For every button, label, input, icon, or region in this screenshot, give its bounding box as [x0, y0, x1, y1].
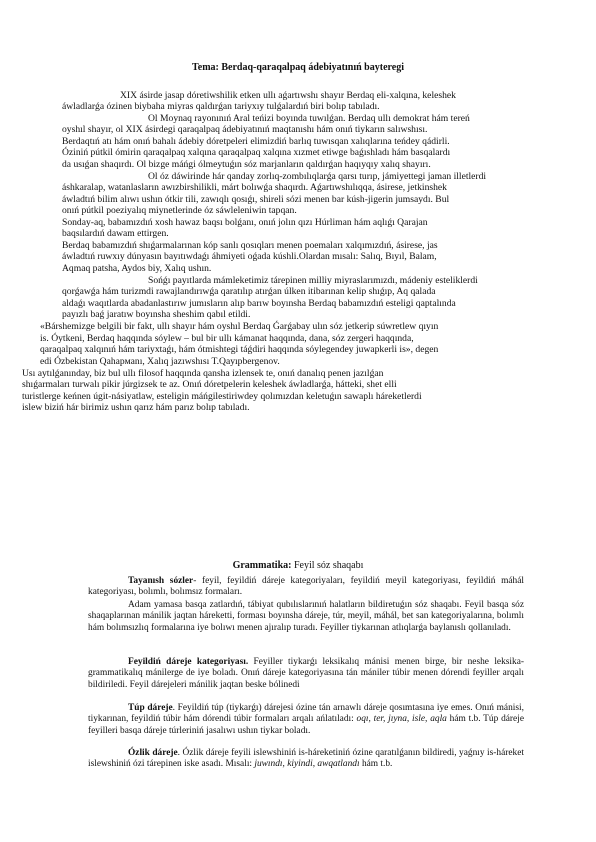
text-line: onıń pútkil poeziyalıq miynetlerinde óz sáwleleniwin tapqan. — [62, 205, 297, 216]
paragraph-key-words — [88, 576, 524, 599]
paragraph-text: hám t.b. Túp dáreje feyilleri basqa dáreje túrleriniń jasalıwı ushın tiykar boladı. — [88, 714, 524, 736]
text-line: is. Óytkeni, Berdaq haqqında sóylew – bul bir ullı kámanat haqqında, dana, sóz zergeri haqqında, — [40, 333, 414, 344]
text-line: Berdaqtıń atı hám onıń bahalı ádebiy dóretpeleri elimizdiń barlıq tuwısqan xalıqlarına teńdey qádirli. — [62, 136, 450, 147]
paragraph-text: . Ózlik dáreje feyili islewshiniń is-háreketiniń ózine qaratılǵanın bildiredi, yaǵnıy is-háreket islewshiniń ózi tárepinen iske asadı. Mısalı: — [88, 748, 524, 770]
text-line: payızlı baǵ jaratıw boyınsha sheshim qabıl etildi. — [62, 309, 251, 320]
text-line: áwladtıń ruwxıy dúnyasın bayıtıwdaǵı áhmiyeti oǵada kúshli.Olardan mısalı: Salıq, Bıyıl, Balam, — [62, 251, 437, 262]
text-line: da usıǵan shaqırdı. Ol bizge máńgi ólmeytuǵın sóz marjanların qaldırǵan haqıyqıy xalıq shayırı. — [62, 159, 431, 170]
text-line: islew biziń hár birimiz ushın qarız hám parız bolıp tabıladı. — [22, 402, 250, 413]
text-line: áwladlarǵa ózinen biybaha miyras qaldırǵan tariyxıy tulǵalardıń biri bolıp tabıladı. — [62, 101, 380, 112]
examples: juwındı, kiyindi, awqatlandı — [254, 759, 360, 770]
term-base-degree: Túp dáreje — [128, 703, 173, 713]
examples: oqı, ter, jıyna, isle, aqla — [356, 714, 447, 725]
text-line: Usı aytılǵanınday, biz bul ullı filosof haqqında qansha izlensek te, onıń danalıq penen jazılǵan — [22, 368, 384, 379]
text-line: XIX ásirde jasap dóretiwshilik etken ullı aǵartıwshı shayır Berdaq eli-xalqına, keleshek — [120, 90, 456, 101]
grammar-title — [0, 560, 596, 571]
paragraph-base-degree — [88, 703, 524, 737]
text-line: áshkaralap, watanlasların awızbirshilikli, márt bolıwǵa shaqırdı. Aǵartıwshılıqqa, ásirese, jetkinshek — [62, 182, 447, 193]
text-line: turistlerge keńnen úgit-násiyatlaw, esteligin máńgilestiriwdey qolımızdan keletuǵın sawaplı háreketlerdi — [22, 391, 422, 402]
paragraph-degree-category — [88, 657, 524, 691]
paragraph-text: hám t.b. — [359, 759, 393, 770]
text-line: oyshıl shayır, ol XIX ásirdegi qaraqalpaq ádebiyatınıń maqtanıshı hám onıń tiykarın salıwshısı. — [62, 124, 428, 135]
term-degree-category: Feyildiń dáreje kategoriyası. — [128, 657, 249, 667]
text-line: qaraqalpaq xalqınıń hám tariyxtaǵı, hám ótmishtegi táǵdiri haqqında sóylegendey juwapkerli is», degen — [40, 344, 439, 355]
text-line: qorǵawǵa hám turizmdi rawajlandırıwǵa qaratılıp atırǵan úlken itibarınan kelip shıǵıp, Aq qalada — [62, 286, 436, 297]
text-line: Óziniń pútkil ómirin qaraqalpaq xalqına qaraqalpaq xalqına xızmet etiwge baǵıshladı hám basqalardı — [62, 147, 451, 158]
paragraph-text: Feyiller tiykarǵı leksikalıq mánisi menen birge, bir neshe leksika-grammatikalıq mánilerge de iye boladı. Onıń dáreje kategoriyasına tán mániler túbir menen dórendi feyiller arqalı bildiriledi. Feyil dárejeleri mánilik jaqtan beske bólinedi — [88, 657, 524, 690]
text-line: edi Ózbekistan Qahармanı, Xalıq jazıwshısı T.Qayıpbergenov. — [40, 356, 280, 367]
term-key-words: Tayanısh sózler — [128, 576, 194, 586]
text-line: «Bárshemizge belgili bir fakt, ullı shayır hám oyshıl Berdaq Ǵarǵabay ulın sóz jetkerip súwretlew qıyın — [40, 321, 439, 332]
text-line: aldaǵı waqıtlarda abadanlastırıw jumısların alıp barıw boyınsha Berdaq babamızdıń esteligi qaptalında — [62, 298, 456, 309]
text-line: Berdaq babamızdıń shıǵarmalarınan kóp sanlı qosıqları menen poemaları xalqımızdıń, ásirese, jas — [62, 240, 438, 251]
page-title: Tema: Berdaq-qaraqalpaq ádebiyatınıń bayteregi — [192, 62, 404, 73]
text-line: Sońǵı payıtlarda mámleketimiz tárepinen milliy miyraslarımızdı, mádeniy esteliklerdi — [148, 275, 478, 286]
paragraph-reflexive-degree — [88, 748, 524, 771]
paragraph-definition — [88, 600, 524, 634]
text-line: baqsılardıń dawam ettirgen. — [62, 228, 169, 239]
text-line: shıǵarmaları turwalı pikir júrgizsek te az. Onıń dóretpelerin keleshek áwladlarǵa, hátteki, shet elli — [22, 379, 397, 390]
text-line: Sonday-aq, babamızdıń xosh hawaz baqsı bolǵanı, onıń jolın qızı Húrliman hám aqlıǵı Qarajan — [62, 217, 428, 228]
grammar-topic: Feyil sóz shaqabı — [293, 560, 364, 571]
paragraph-text: . Feyildiń túp (tiykarǵı) dárejesi ózine tán arnawlı dáreje qosımtasına iye emes. Onıń mánisi, tiykarınan, feyildiń túbir hám dórendi túbir formaları arqalı ańlatıladı: — [88, 703, 524, 725]
paragraph-text: - feyil, feyildiń dáreje kategoriyaları, feyildiń meyil kategoriyası, feyildiń máhál kategoriyası, bolımlı, bolımsız formaları. — [88, 576, 524, 598]
paragraph-text: Adam yamasa basqa zatlardıń, tábiyat qubılıslarınıń halatların bildiretuǵın sóz shaqabı. Feyil basqa sóz shaqaplarınan mánilik jaqtan háreketti, forması boyınsha dáreje, túr, meyil, máhál, bet san kategoriyalarına, bolımlı hám bolımsızlıq formalarına iye bolıwı menen ajıralıp turadı. Feyiller tiykarınan atlıqlarǵa baylanıslı qollanıladı. — [88, 600, 524, 633]
text-line: Aqmaq patsha, Aydos biy, Xalıq ushın. — [62, 263, 212, 274]
text-line: Ol óz dáwirinde hár qanday zorlıq-zombılıqlarǵa qarsı turıp, jámiyettegi jaman illetlerdi — [148, 171, 487, 182]
grammar-label: Grammatika: — [232, 560, 292, 571]
text-line: áwladtıń bilim alıwı ushın ótkir tili, zawıqlı qosıǵı, shireli sózi menen bar kúsh-jigerin jumsaydı. Bul — [62, 194, 450, 205]
term-reflexive-degree: Ózlik dáreje — [128, 748, 178, 758]
text-line: Ol Moynaq rayonınıń Aral teńizi boyında tuwılǵan. Berdaq ullı demokrat hám tereń — [148, 113, 470, 124]
